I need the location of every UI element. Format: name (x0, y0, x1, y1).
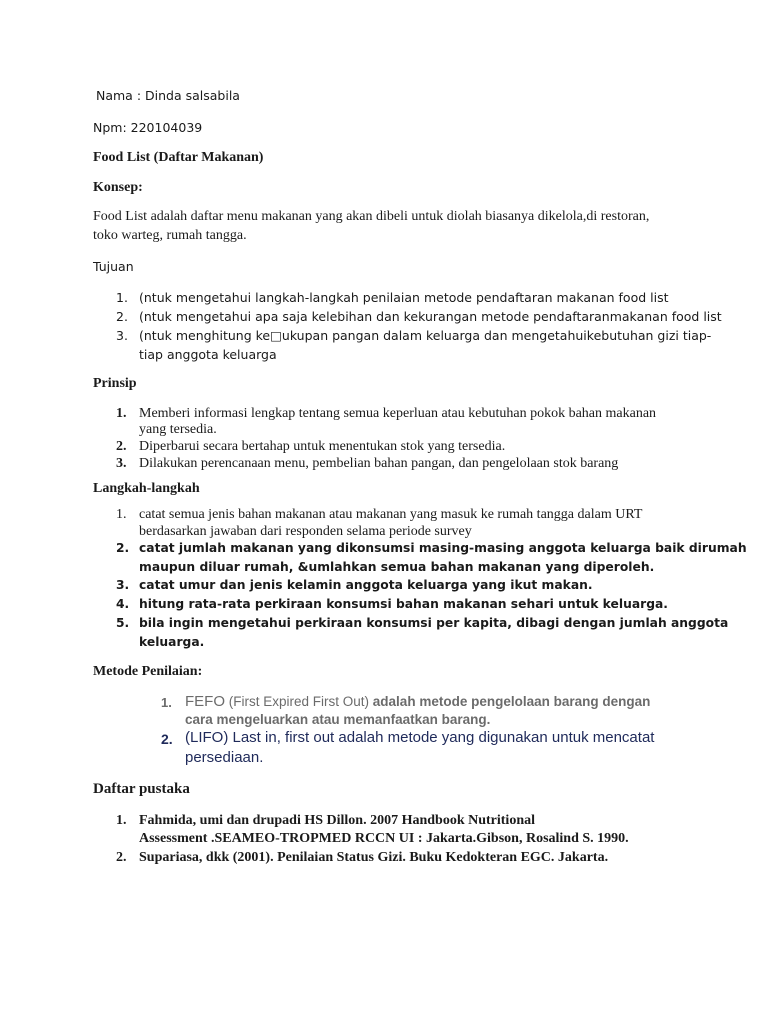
reference-item: Supariasa, dkk (2001). Penilaian Status Gizi. Buku Kedokteran EGC. Jakarta. (139, 850, 609, 865)
list-number: 3. (116, 328, 128, 343)
list-number: 1. (161, 695, 172, 710)
langkah-heading: Langkah-langkah (93, 481, 200, 496)
langkah-item: hitung rata-rata perkiraan konsumsi bahan makanan sehari untuk keluarga. (139, 597, 668, 611)
konsep-heading: Konsep: (93, 180, 143, 195)
langkah-item: catat umur dan jenis kelamin anggota keluarga yang ikut makan. (139, 578, 593, 592)
list-number: 2. (116, 541, 130, 555)
list-number: 1. (116, 290, 128, 305)
list-number: 2. (161, 731, 173, 747)
list-number: 2. (116, 439, 127, 454)
konsep-text-line: Food List adalah daftar menu makanan yang akan dibeli untuk diolah biasanya dikelola,di restoran, (93, 209, 650, 224)
list-number: 5. (116, 616, 130, 630)
fefo-expansion: (First Expired First Out) (228, 694, 370, 709)
tujuan-item: (ntuk menghitung ke□ukupan pangan dalam keluarga dan mengetahuikebutuhan gizi tiap- (139, 328, 712, 343)
list-number: 1. (116, 406, 127, 421)
reference-item: Fahmida, umi dan drupadi HS Dillon. 2007 Handbook Nutritional (139, 813, 535, 828)
fefo-term: FEFO (185, 693, 225, 710)
tujuan-item: (ntuk mengetahui langkah-langkah penilaian metode pendaftaran makanan food list (139, 290, 669, 305)
langkah-item: catat jumlah makanan yang dikonsumsi masing-masing anggota keluarga baik dirumah (139, 541, 747, 555)
student-name: Nama : Dinda salsabila (96, 88, 240, 103)
list-number: 3. (116, 578, 130, 592)
prinsip-item: Memberi informasi lengkap tentang semua keperluan atau kebutuhan pokok bahan makanan (139, 406, 657, 421)
lifo-term: (LIFO) Last in, first out (185, 729, 335, 746)
reference-item-continuation: Assessment .SEAMEO-TROPMED RCCN UI : Jakarta.Gibson, Rosalind S. 1990. (139, 831, 629, 846)
tujuan-item: (ntuk mengetahui apa saja kelebihan dan kekurangan metode pendaftaranmakanan food list (139, 309, 722, 324)
list-number: 2. (116, 309, 128, 324)
tujuan-heading: Tujuan (93, 259, 134, 274)
metode-item-continuation: cara mengeluarkan atau memanfaatkan barang. (185, 712, 491, 727)
list-number: 1. (116, 507, 127, 522)
langkah-item-continuation: berdasarkan jawaban dari responden selama periode survey (139, 524, 472, 539)
list-number: 3. (116, 456, 127, 471)
prinsip-item: Diperbarui secara bertahap untuk menentukan stok yang tersedia. (139, 439, 506, 454)
list-number: 4. (116, 597, 130, 611)
pustaka-heading: Daftar pustaka (93, 781, 190, 797)
prinsip-item: Dilakukan perencanaan menu, pembelian bahan pangan, dan pengelolaan stok barang (139, 456, 619, 471)
student-npm: Npm: 220104039 (93, 120, 203, 135)
metode-item (185, 729, 654, 746)
prinsip-heading: Prinsip (93, 376, 137, 391)
konsep-text-line: toko warteg, rumah tangga. (93, 228, 247, 243)
langkah-item: catat semua jenis bahan makanan atau makanan yang masuk ke rumah tangga dalam URT (139, 507, 643, 522)
metode-heading: Metode Penilaian: (93, 664, 203, 679)
list-number: 1. (116, 813, 127, 828)
langkah-item: bila ingin mengetahui perkiraan konsumsi per kapita, dibagi dengan jumlah anggota (139, 616, 729, 630)
metode-item-continuation: persediaan. (185, 749, 264, 766)
tujuan-item-continuation: tiap anggota keluarga (139, 347, 277, 362)
fefo-definition: adalah metode pengelolaan barang dengan (372, 694, 651, 709)
langkah-item-continuation: keluarga. (139, 635, 205, 649)
metode-item (185, 693, 650, 710)
prinsip-item-continuation: yang tersedia. (139, 422, 217, 437)
langkah-item-continuation: maupun diluar rumah, &umlahkan semua bahan makanan yang diperoleh. (139, 560, 655, 574)
list-number: 2. (116, 850, 127, 865)
document-title: Food List (Daftar Makanan) (93, 150, 264, 165)
lifo-definition: adalah metode yang digunakan untuk mencatat (338, 729, 655, 746)
